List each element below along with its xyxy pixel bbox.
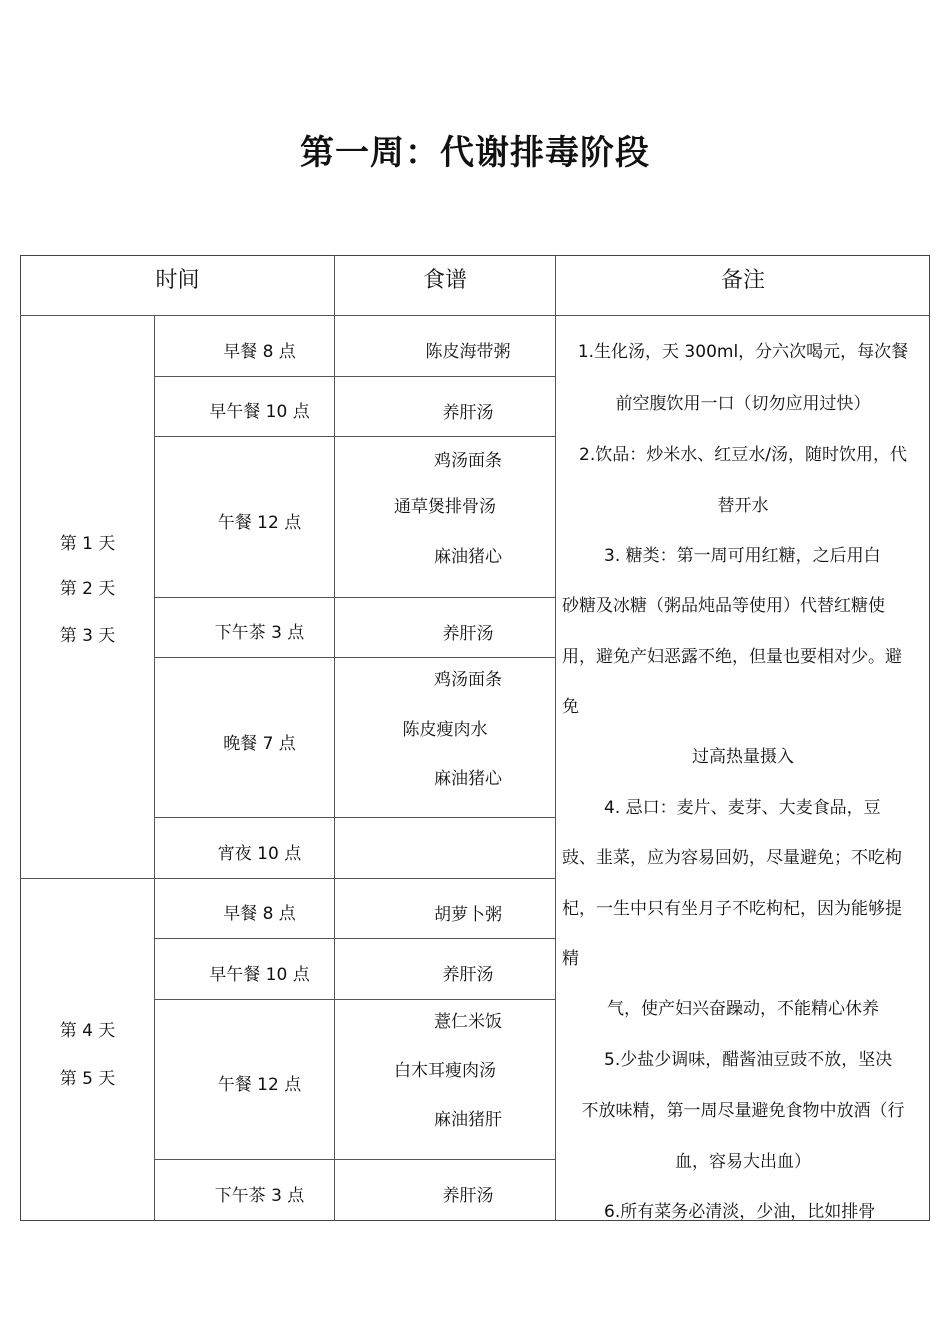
note-line: 5.少盐少调味，醋酱油豆豉不放，坚决 (604, 1050, 893, 1070)
food-item: 薏仁米饭 (434, 1012, 502, 1032)
note-line: 3. 糖类：第一周可用红糖，之后用白 (604, 546, 881, 566)
day-label: 第 5 天 (59, 1069, 116, 1089)
group-divider (20, 878, 555, 879)
note-line: 免 (562, 697, 579, 717)
row-divider (154, 817, 555, 818)
food-item: 养肝汤 (442, 965, 494, 985)
food-item: 养肝汤 (442, 624, 494, 644)
note-line: 过高热量摄入 (692, 747, 794, 767)
note-line: 替开水 (717, 496, 769, 516)
food-item: 胡萝卜粥 (434, 905, 502, 925)
food-item: 陈皮海带粥 (425, 342, 511, 362)
note-line: 1.生化汤，天 300ml，分六次喝元，每次餐 (577, 342, 909, 362)
row-divider (154, 938, 555, 939)
meal-time: 晚餐 7 点 (223, 734, 296, 754)
note-line: 4. 忌口：麦片、麦芽、大麦食品，豆 (604, 798, 881, 818)
day-label: 第 2 天 (59, 579, 116, 599)
meal-time: 宵夜 10 点 (217, 844, 302, 864)
note-line: 豉、韭菜，应为容易回奶，尽量避免；不吃枸 (562, 848, 902, 868)
food-item: 养肝汤 (442, 403, 494, 423)
meal-time: 早餐 8 点 (223, 342, 296, 362)
meal-time: 早午餐 10 点 (209, 965, 310, 985)
food-item: 麻油猪肝 (434, 1110, 502, 1130)
col-divider-day-meal (154, 315, 155, 1221)
food-item: 鸡汤面条 (434, 670, 502, 690)
row-divider (154, 657, 555, 658)
note-line: 精 (562, 949, 579, 969)
food-item: 白木耳瘦肉汤 (394, 1061, 496, 1081)
food-item: 通草煲排骨汤 (394, 497, 496, 517)
food-item: 陈皮瘦肉水 (402, 720, 488, 740)
header-notes: 备注 (720, 268, 765, 293)
note-line: 砂糖及冰糖（粥品炖品等使用）代替红糖使 (562, 596, 885, 616)
meal-time: 午餐 12 点 (217, 513, 302, 533)
note-line: 6.所有菜务必清淡，少油，比如排骨 (604, 1202, 876, 1222)
meal-time: 下午茶 3 点 (214, 623, 305, 643)
note-line: 前空腹饮用一口（切勿应用过快） (615, 394, 871, 414)
header-recipe: 食谱 (422, 268, 467, 293)
note-line: 不放味精，第一周尽量避免食物中放酒（行 (581, 1101, 905, 1121)
page-title: 第一周：代谢排毒阶段 (300, 133, 650, 173)
meal-time: 早餐 8 点 (223, 904, 296, 924)
food-item: 麻油猪心 (434, 769, 502, 789)
note-line: 杞，一生中只有坐月子不吃枸杞，因为能够提 (562, 899, 902, 919)
row-divider (154, 597, 555, 598)
meal-time: 下午茶 3 点 (214, 1186, 305, 1206)
note-line: 用，避免产妇恶露不绝，但量也要相对少。避 (562, 647, 902, 667)
note-line: 血，容易大出血） (675, 1152, 811, 1172)
row-divider (154, 1159, 555, 1160)
row-divider (154, 999, 555, 1000)
food-item: 麻油猪心 (434, 547, 502, 567)
row-divider (154, 376, 555, 377)
note-line: 气，使产妇兴奋躁动，不能精心休养 (607, 999, 879, 1019)
food-item: 鸡汤面条 (434, 451, 502, 471)
header-time: 时间 (155, 268, 200, 293)
row-divider (154, 436, 555, 437)
meal-time: 午餐 12 点 (217, 1075, 302, 1095)
day-label: 第 4 天 (59, 1021, 116, 1041)
note-line: 2.饮品：炒米水、红豆水/汤，随时饮用，代 (579, 445, 907, 465)
day-label: 第 3 天 (59, 626, 116, 646)
food-item: 养肝汤 (442, 1186, 494, 1206)
day-label: 第 1 天 (59, 534, 116, 554)
meal-time: 早午餐 10 点 (209, 402, 310, 422)
header-divider (20, 315, 930, 316)
